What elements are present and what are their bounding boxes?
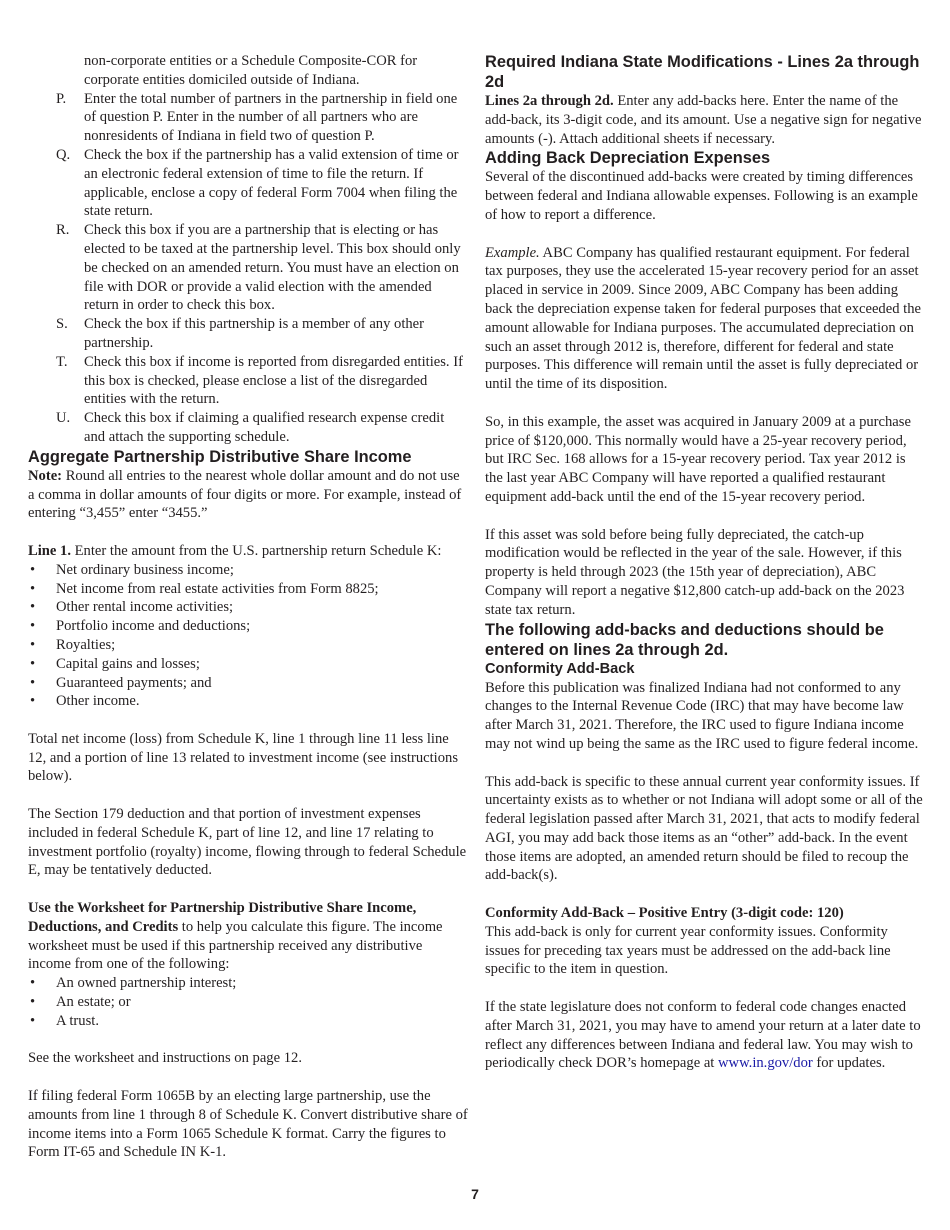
example-label: Example. [485,244,540,261]
question-letter: P. [56,90,67,107]
question-item [28,221,468,315]
list-item-text: Net income from real estate activities from Form 8825; [56,580,379,597]
list-item [28,561,468,580]
positive-entry-heading: Conformity Add-Back – Positive Entry (3-digit code: 120) [485,905,844,922]
list-item [28,1012,468,1031]
bullet-icon: • [30,599,36,616]
list-item [28,674,468,693]
legislature-text: If the state legislature does not conform to federal code changes enacted after March 31, 2021, you may have to amend your return at a later date to reflect any differences between Indiana and federal law. You may wish to periodically check DOR’s homepage at [485,999,921,1072]
bullet-icon: • [30,674,36,691]
list-item-text: An owned partnership interest; [56,975,237,992]
right-column [485,52,925,1073]
lines2-label: Lines 2a through 2d. [485,93,614,109]
list-item-text: Net ordinary business income; [56,561,234,578]
see-worksheet-paragraph: See the worksheet and instructions on page 12. [28,1050,302,1067]
question-list [28,90,468,447]
list-item [28,655,468,674]
list-item-text: Other rental income activities; [56,599,234,616]
question-text: Check this box if you are a partnership that is electing or has elected to be taxed at the partnership level. This box should only be checked on an amended return. You must have an election on file with DOR or provide a valid election with the amended return in order to check this box. [84,222,461,314]
question-text: Check this box if claiming a qualified research expense credit and attach the supporting schedule. [84,410,445,445]
bullet-icon: • [30,994,36,1011]
legislature-paragraph [485,998,925,1073]
question-letter: Q. [56,146,71,163]
bullet-icon: • [30,618,36,635]
form-1065b-paragraph: If filing federal Form 1065B by an electing large partnership, use the amounts from line 1 through 8 of Schedule K. Convert distributive share of income items into a Form 1065 Schedule K format. Carry the figures to Form IT-65 and Schedule IN K-1. [28,1088,468,1161]
following-addbacks-heading: The following add-backs and deductions should be entered on lines 2a through 2d. [485,620,884,659]
note-label: Note: [28,467,63,484]
depreciation-heading: Adding Back Depreciation Expenses [485,149,771,168]
worksheet-paragraph [28,899,468,974]
total-net-income-paragraph: Total net income (loss) from Schedule K, line 1 through line 11 less line 12, and a portion of line 13 related to investment income (see instructions below). [28,730,459,785]
page-number: 7 [471,1186,479,1202]
positive-entry-paragraph: This add-back is only for current year conformity issues. Conformity issues for preceding tax years must be addressed on the add-back line specific to the item in question. [485,923,891,978]
question-text: Check the box if the partnership has a valid extension of time or an electronic federal extension of time to file the return. If applicable, enclose a copy of federal Form 7004 when filing the state return. [84,146,459,220]
note-text: Round all entries to the nearest whole dollar amount and do not use a comma in dollar amounts of four digits or more. For example, instead of entering “3,455” enter “3455.” [28,467,462,522]
list-item [28,636,468,655]
question-text: Enter the total number of partners in the partnership in field one of question P. Enter in the number of all partners who are nonresidents of Indiana in field two of question P. [84,90,458,145]
line1-text: Enter the amount from the U.S. partnership return Schedule K: [70,542,442,559]
dor-homepage-link[interactable]: www.in.gov/dor [718,1055,813,1072]
question-text: Check this box if income is reported from disregarded entities. If this box is checked, please enclose a list of the disregarded entities with the return. [84,353,463,408]
list-item [28,617,468,636]
bullet-icon: • [30,1012,36,1029]
aggregate-heading: Aggregate Partnership Distributive Share Income [28,447,412,466]
question-item [28,146,468,221]
bullet-icon: • [30,655,36,672]
list-item-text: A trust. [56,1012,99,1029]
bullet-icon: • [30,580,36,597]
bullet-icon: • [30,975,36,992]
list-item [28,993,468,1012]
asset-sold-paragraph: If this asset was sold before being fully depreciated, the catch-up modification would be reflected in the year of the sale. However, if this property is held through 2023 (the 15th year of depreciation), ABC Company will report a negative $12,800 catch-up add-back on the 2023 state tax return. [485,526,905,618]
line1-paragraph [28,542,468,561]
question-letter: R. [56,222,70,239]
question-item [28,353,468,409]
conformity-addback-heading: Conformity Add-Back [485,660,635,677]
line1-bullet-list [28,561,468,711]
required-modifications-heading: Required Indiana State Modifications - Lines 2a through 2d [485,53,920,91]
list-item [28,974,468,993]
question-letter: U. [56,410,71,427]
lines2-text: Enter any add-backs here. Enter the name of the add-back, its 3-digit code, and its amount. Use a negative sign for negative amounts (-). Attach additional sheets if necessary. [485,93,922,147]
question-letter: T. [56,353,68,370]
question-item [28,315,468,353]
bullet-icon: • [30,561,36,578]
conformity-paragraph-2: This add-back is specific to these annual current year conformity issues. If uncertainty exists as to whether or not Indiana will adopt some or all of the federal legislation passed after March 31, 2021, that acts to modify federal AGI, you may add back those items as an “other” add-back. In the event those items are adopted, an amended return should be filed to recoup the add-back(s). [485,773,923,884]
lines-2a-2d-paragraph [485,92,925,148]
list-item-text: Royalties; [56,636,116,653]
example-text: ABC Company has qualified restaurant equipment. For federal tax purposes, they use the accelerated 15-year recovery period for an asset placed in service in 2009. Since 2009, ABC Company has been adding back the depreciation expense taken for federal purposes that exceeded the amount allowable for Indiana purposes. The accumulated depreciation on such an asset through 2012 is, therefore, different for federal and state purposes. This difference will remain until the asset is fully depreciated or until the time of its disposition. [485,244,921,393]
list-item-text: Capital gains and losses; [56,655,200,672]
list-item-text: Guaranteed payments; and [56,674,212,691]
conformity-paragraph: Before this publication was finalized Indiana had not conformed to any changes to the Internal Revenue Code (IRC) that may have become law after March 31, 2021. Therefore, the IRC used to figure Indiana income may not wind up being the same as the IRC used to figure federal income. [485,679,919,752]
question-text: Check the box if this partnership is a member of any other partnership. [84,316,425,351]
worksheet-bullet-list [28,974,468,1030]
so-example-paragraph: So, in this example, the asset was acquired in January 2009 at a purchase price of $120,000. This normally would have a 25-year recovery period, but IRC Sec. 168 allows for a 15-year recovery period. Tax year 2012 is the last year ABC Company will have reported a qualified restaurant equipment add-back until the end of the 15-year recovery period. [485,413,911,505]
list-item-text: Other income. [56,693,140,710]
list-item-text: An estate; or [56,994,131,1011]
list-item [28,598,468,617]
depreciation-paragraph: Several of the discontinued add-backs were created by timing differences between federal and Indiana allowable expenses. Following is an example of how to report a difference. [485,169,918,223]
left-column [28,52,468,1162]
worksheet-title: Use the Worksheet for Partnership Distributive Share Income, Deductions, and Credits [28,900,417,935]
list-item [28,692,468,711]
question-letter: S. [56,316,68,333]
legislature-tail: for updates. [812,1055,886,1072]
list-item [28,580,468,599]
rounding-note [28,467,468,523]
list-item-text: Portfolio income and deductions; [56,618,251,635]
bullet-icon: • [30,693,36,710]
continuation-text: non-corporate entities or a Schedule Composite-COR for corporate entities domiciled outside of Indiana. [84,53,418,88]
worksheet-text: to help you calculate this figure. The income worksheet must be used if this partnership received any distributive income from one of the following: [28,918,443,973]
line1-label: Line 1. [28,542,71,559]
section179-paragraph: The Section 179 deduction and that portion of investment expenses included in federal Schedule K, part of line 12, and line 17 relating to investment portfolio (royalty) income, flowing through to federal Schedule E, may be tentatively deducted. [28,806,467,879]
example-paragraph [485,244,925,394]
question-item [28,90,468,146]
question-item [28,409,468,447]
bullet-icon: • [30,636,36,653]
